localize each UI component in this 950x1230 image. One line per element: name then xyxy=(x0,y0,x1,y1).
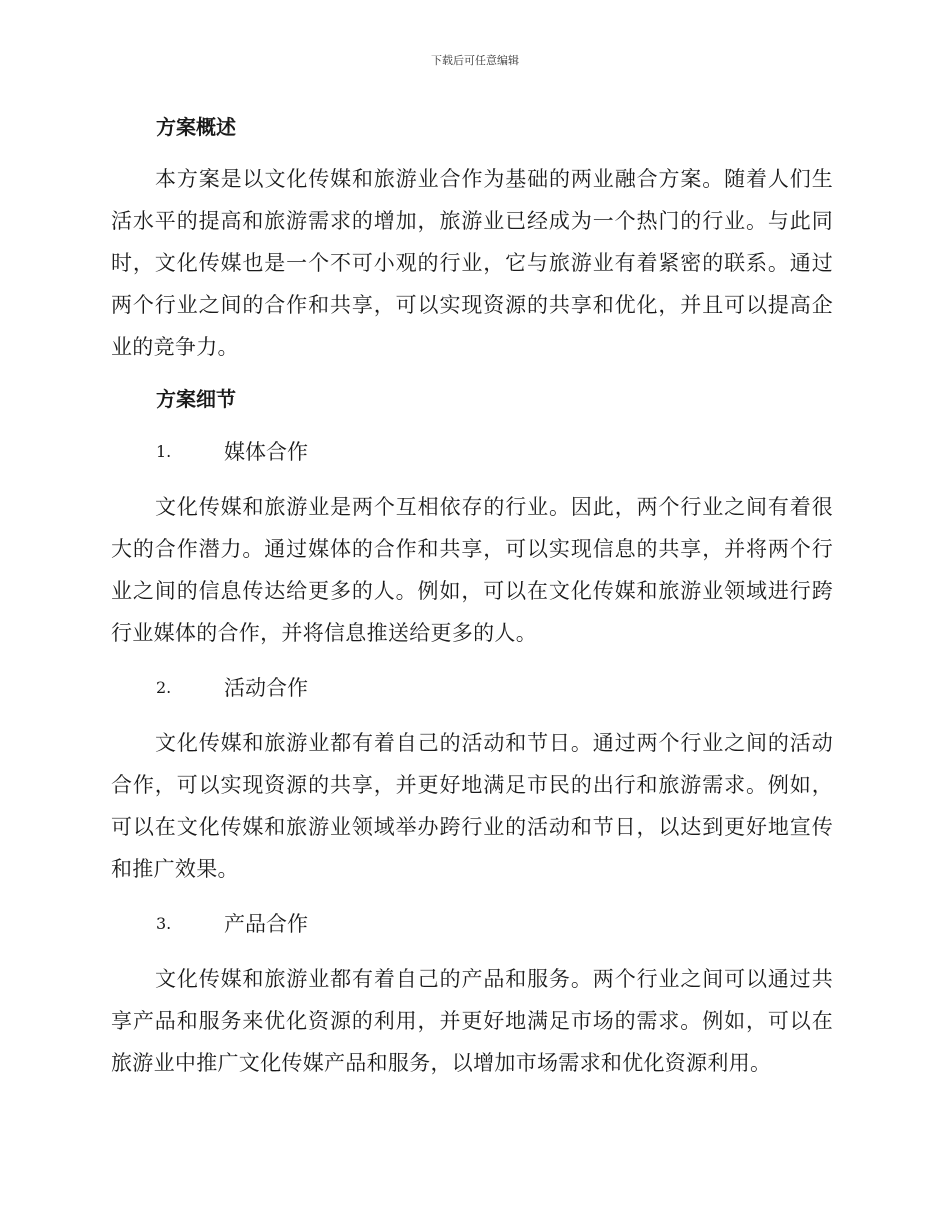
list-item-product xyxy=(111,904,833,944)
document-body xyxy=(111,110,833,1084)
list-number: 3. xyxy=(156,914,172,933)
details-heading: 方案细节 xyxy=(156,387,236,411)
list-label: 媒体合作 xyxy=(224,440,308,464)
activity-cooperation-paragraph: 文化传媒和旅游业都有着自己的活动和节日。通过两个行业之间的活动合作，可以实现资源的共享，并更好地满足市民的出行和旅游需求。例如，可以在文化传媒和旅游业领域举办跨行业的活动和节日，以达到更好地宣传和推广效果。 xyxy=(111,731,833,881)
list-item-activity xyxy=(111,668,833,708)
overview-heading: 方案概述 xyxy=(156,115,236,139)
media-cooperation-paragraph: 文化传媒和旅游业是两个互相依存的行业。因此，两个行业之间有着很大的合作潜力。通过媒体的合作和共享，可以实现信息的共享，并将两个行业之间的信息传达给更多的人。例如，可以在文化传媒和旅游业领域进行跨行业媒体的合作，并将信息推送给更多的人。 xyxy=(111,495,833,645)
list-item-media xyxy=(111,432,833,472)
list-number: 1. xyxy=(156,442,172,461)
overview-paragraph: 本方案是以文化传媒和旅游业合作为基础的两业融合方案。随着人们生活水平的提高和旅游需求的增加，旅游业已经成为一个热门的行业。与此同时，文化传媒也是一个不可小观的行业，它与旅游业有着紧密的联系。通过两个行业之间的合作和共享，可以实现资源的共享和优化，并且可以提高企业的竞争力。 xyxy=(111,167,833,359)
list-label: 活动合作 xyxy=(224,676,308,700)
product-cooperation-paragraph: 文化传媒和旅游业都有着自己的产品和服务。两个行业之间可以通过共享产品和服务来优化资源的利用，并更好地满足市场的需求。例如，可以在旅游业中推广文化传媒产品和服务，以增加市场需求和优化资源利用。 xyxy=(111,967,833,1075)
list-label: 产品合作 xyxy=(224,912,308,936)
list-number: 2. xyxy=(156,678,172,697)
page-header-note: 下载后可任意编辑 xyxy=(431,54,519,67)
